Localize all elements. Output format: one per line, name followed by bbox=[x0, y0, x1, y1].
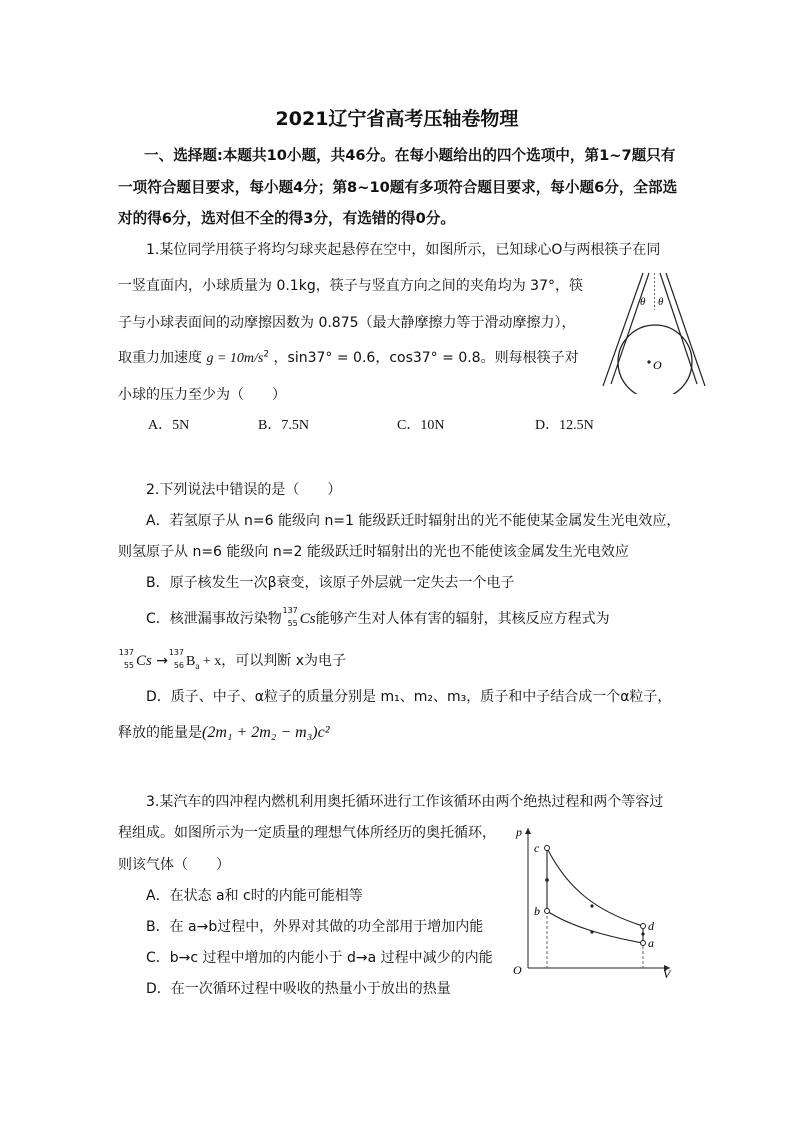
q3-figure-otto-cycle bbox=[508, 820, 678, 980]
q2-option-c-text1: C．核泄漏事故污染物 bbox=[146, 611, 282, 627]
arrow-a-b bbox=[590, 930, 593, 933]
q3-option-b[interactable]: B．在 a→b过程中，外界对其做的功全部用于增加内能 bbox=[146, 919, 484, 935]
energy-equation: (2m₁ + 2m₂ − m₃)c² bbox=[202, 724, 330, 741]
section-intro-line2: 一项符合题目要求，每小题4分；第8~10题有多项符合题目要求，每小题6分，全部选 bbox=[118, 179, 678, 196]
q3-option-c[interactable]: C．b→c 过程中增加的内能小于 d→a 过程中减少的内能 bbox=[146, 950, 493, 966]
theta-right: θ bbox=[658, 296, 664, 308]
q2-stem: 2.下列说法中错误的是（ ） bbox=[146, 482, 342, 498]
q1-line1: 1.某位同学用筷子将均匀球夹起悬停在空中，如图所示，已知球心O与两根筷子在同 bbox=[146, 242, 661, 258]
q2-option-c-tail: ，可以判断 x为电子 bbox=[221, 653, 347, 669]
section-intro-line3: 对的得6分，选对但不全的得3分，有选错的得0分。 bbox=[118, 210, 455, 227]
point-b bbox=[545, 909, 550, 914]
left-chopstick-inner bbox=[611, 273, 649, 384]
q1-option-a[interactable]: A．5N bbox=[148, 418, 190, 433]
arrow-c-d bbox=[590, 904, 593, 907]
arrow-b-c bbox=[545, 878, 549, 882]
point-d bbox=[641, 924, 646, 929]
q3-line1: 3.某汽车的四冲程内燃机利用奥托循环进行工作该循环由两个绝热过程和两个等容过 bbox=[146, 794, 664, 810]
p-axis-label: p bbox=[516, 825, 522, 839]
q1-option-b[interactable]: B．7.5N bbox=[258, 418, 309, 433]
q1-line4-c: ，sin37° = 0.6，cos37° = 0.8。则每根筷子对 bbox=[273, 350, 579, 366]
label-c: c bbox=[534, 841, 540, 855]
label-d: d bbox=[648, 919, 654, 933]
q2-option-c-text2: 能够产生对人体有害的辐射，其核反应方程式为 bbox=[315, 611, 610, 627]
theta-left: θ bbox=[640, 296, 646, 308]
q2-option-d-text: 释放的能量是 bbox=[118, 725, 202, 741]
origin-label: O bbox=[513, 963, 522, 977]
q2-option-d-line1[interactable]: D．质子、中子、α粒子的质量分别是 m₁、m₂、m₃，质子和中子结合成一个α粒子， bbox=[146, 689, 672, 705]
q1-line4-a: 取重力加速度 bbox=[118, 350, 202, 366]
cs137-isotope: 137 55 bbox=[282, 606, 298, 628]
eq-ba-symbol: $B_a + x$ bbox=[186, 654, 222, 671]
point-a bbox=[641, 941, 646, 946]
q1-line2: 一竖直面内，小球质量为 0.1kg，筷子与竖直方向之间的夹角均为 37°，筷 bbox=[118, 278, 583, 294]
q1-line3: 子与小球表面间的动摩擦因数为 0.875（最大静摩擦力等于滑动摩擦力）， bbox=[118, 315, 576, 331]
eq-cs-isotope: 137 55 bbox=[118, 648, 134, 670]
q2-option-a-line2: 则氢原子从 n=6 能级向 n=2 能级跃迁时辐射出的光也不能使该金属发生光电效应 bbox=[118, 544, 629, 560]
cs-symbol: Cs bbox=[299, 611, 316, 627]
q1-line4 bbox=[118, 347, 579, 367]
point-c bbox=[545, 846, 550, 851]
page-title: 2021辽宁省高考压轴卷物理 bbox=[275, 108, 519, 130]
q3-option-d[interactable]: D．在一次循环过程中吸收的热量小于放出的热量 bbox=[146, 981, 451, 997]
ball-center-label: O bbox=[653, 358, 662, 372]
adiabat-c-d bbox=[547, 848, 643, 926]
q1-gravity-exp: 2 bbox=[263, 349, 270, 360]
q1-option-d[interactable]: D．12.5N bbox=[535, 418, 594, 433]
label-a: a bbox=[648, 936, 654, 950]
q3-option-a[interactable]: A．在状态 a和 c时的内能可能相等 bbox=[146, 888, 363, 904]
q2-option-c-line1[interactable] bbox=[146, 608, 610, 628]
arrow-d-a bbox=[641, 932, 644, 935]
v-axis-label: V bbox=[663, 967, 671, 980]
q2-option-d-line2 bbox=[118, 722, 330, 742]
q1-line5: 小球的压力至少为（ ） bbox=[118, 387, 286, 403]
q2-option-c-equation bbox=[118, 650, 346, 671]
reaction-arrow: → bbox=[156, 653, 169, 669]
q1-figure-chopsticks-ball bbox=[598, 268, 708, 394]
q2-option-a-line1[interactable]: A．若氢原子从 n=6 能级向 n=1 能级跃迁时辐射出的光不能使某金属发生光电效应， bbox=[146, 513, 681, 529]
q1-gravity: g = 10m/s bbox=[206, 351, 264, 366]
section-intro-line1: 一、选择题:本题共10小题，共46分。在每小题给出的四个选项中，第1~7题只有 bbox=[144, 147, 676, 164]
q1-option-c[interactable]: C．10N bbox=[397, 418, 445, 433]
q3-line3: 则该气体（ ） bbox=[118, 857, 230, 873]
adiabat-a-b bbox=[547, 911, 643, 943]
eq-cs-symbol: Cs bbox=[136, 653, 152, 669]
q2-option-b[interactable]: B．原子核发生一次β衰变，该原子外层就一定失去一个电子 bbox=[146, 575, 515, 591]
label-b: b bbox=[534, 904, 540, 918]
eq-ba-isotope: 137 56 bbox=[168, 648, 185, 670]
ball-center-dot bbox=[647, 360, 650, 363]
q3-line2: 程组成。如图所示为一定质量的理想气体所经历的奥托循环， bbox=[118, 825, 496, 841]
right-chopstick-inner bbox=[660, 273, 697, 384]
